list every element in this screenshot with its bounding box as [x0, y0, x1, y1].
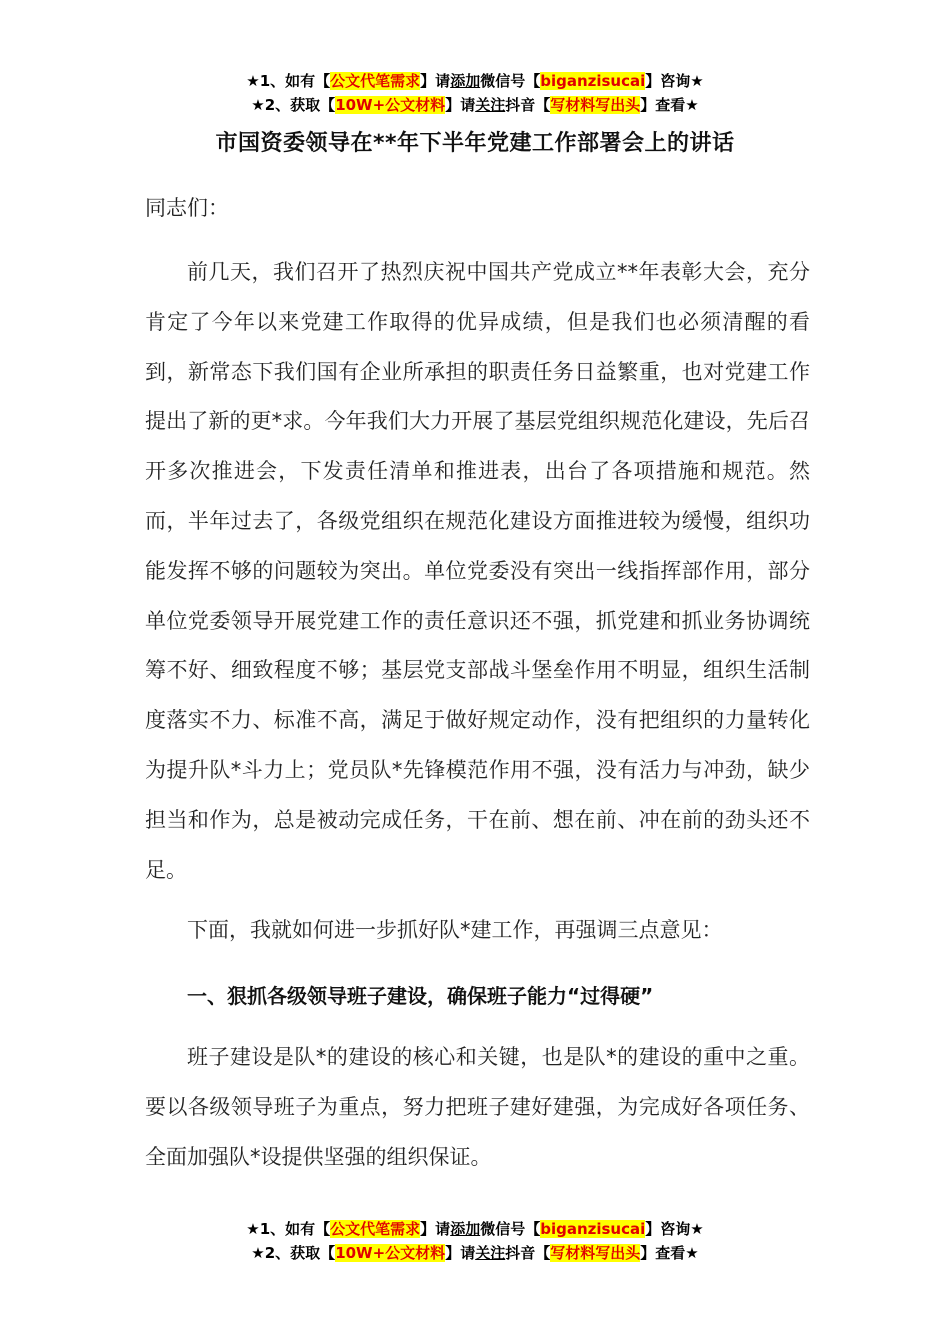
salutation: 同志们：	[145, 196, 229, 220]
ad-highlight-service: 公文代笔需求	[330, 1220, 421, 1238]
header-ad-line-2	[0, 93, 950, 117]
ad-text: 抖音【	[505, 96, 551, 114]
paragraph-2: 下面，我就如何进一步抓好队*建工作，再强调三点意见：	[187, 918, 723, 942]
ad-underline-follow: 关注	[475, 96, 506, 114]
header-ad	[0, 69, 950, 117]
ad-highlight-materials: 10W+公文材料	[335, 96, 446, 114]
ad-underline-follow: 关注	[475, 1244, 506, 1262]
ad-text: 】请	[420, 72, 451, 90]
header-ad-line-1	[0, 69, 950, 93]
paragraph-1: 前几天，我们召开了热烈庆祝中国共产党成立**年表彰大会，充分肯定了今年以来党建工作取得的优异成绩，但是我们也必须清醒的看到，新常态下我们国有企业所承担的职责任务日益繁重，也对党建工作提出了新的更*求。今年我们大力开展了基层党组织规范化建设，先后召开多次推进会，下发责任清单和推进表，出台了各项措施和规范。然而，半年过去了，各级党组织在规范化建设方面推进较为缓慢，组织功能发挥不够的问题较为突出。单位党委没有突出一线指挥部作用，部分单位党委领导开展党建工作的责任意识还不强，抓党建和抓业务协调统筹不好、细致程度不够；基层党支部战斗堡垒作用不明显，组织生活制度落实不力、标准不高，满足于做好规定动作，没有把组织的力量转化为提升队*斗力上；党员队*先锋模范作用不强，没有活力与冲劲，缺少担当和作为，总是被动完成任务，干在前、想在前、冲在前的劲头还不足。	[145, 260, 810, 882]
ad-text: ★1、如有【	[246, 1220, 331, 1238]
ad-highlight-wechat-id: biganzisucai	[540, 1220, 646, 1238]
document-title: 市国资委领导在**年下半年党建工作部署会上的讲话	[215, 131, 735, 156]
ad-text: ★2、获取【	[251, 1244, 336, 1262]
ad-text: 】请	[420, 1220, 451, 1238]
ad-underline-add: 添加	[450, 1220, 481, 1238]
ad-text: ★2、获取【	[251, 96, 336, 114]
ad-text: ★1、如有【	[246, 72, 331, 90]
ad-text: 微信号【	[480, 1220, 541, 1238]
ad-highlight-wechat-id: biganzisucai	[540, 72, 646, 90]
section-heading-1: 一、狠抓各级领导班子建设，确保班子能力“过得硬”	[187, 984, 654, 1008]
ad-text: 】查看★	[640, 1244, 699, 1262]
ad-highlight-douyin-id: 写材料写出头	[550, 1244, 641, 1262]
ad-text: 抖音【	[505, 1244, 551, 1262]
ad-highlight-service: 公文代笔需求	[330, 72, 421, 90]
ad-highlight-douyin-id: 写材料写出头	[550, 96, 641, 114]
ad-text: 】咨询★	[645, 1220, 704, 1238]
ad-text: 】请	[445, 96, 476, 114]
ad-text: 】请	[445, 1244, 476, 1262]
ad-text: 】查看★	[640, 96, 699, 114]
ad-highlight-materials: 10W+公文材料	[335, 1244, 446, 1262]
paragraph-3: 班子建设是队*的建设的核心和关键，也是队*的建设的重中之重。要以各级领导班子为重点，努力把班子建好建强，为完成好各项任务、全面加强队*设提供坚强的组织保证。	[145, 1045, 810, 1169]
ad-text: 】咨询★	[645, 72, 704, 90]
ad-text: 微信号【	[480, 72, 541, 90]
ad-underline-add: 添加	[450, 72, 481, 90]
footer-ad-line-2	[0, 1241, 950, 1265]
footer-ad-line-1	[0, 1217, 950, 1241]
footer-ad	[0, 1217, 950, 1265]
